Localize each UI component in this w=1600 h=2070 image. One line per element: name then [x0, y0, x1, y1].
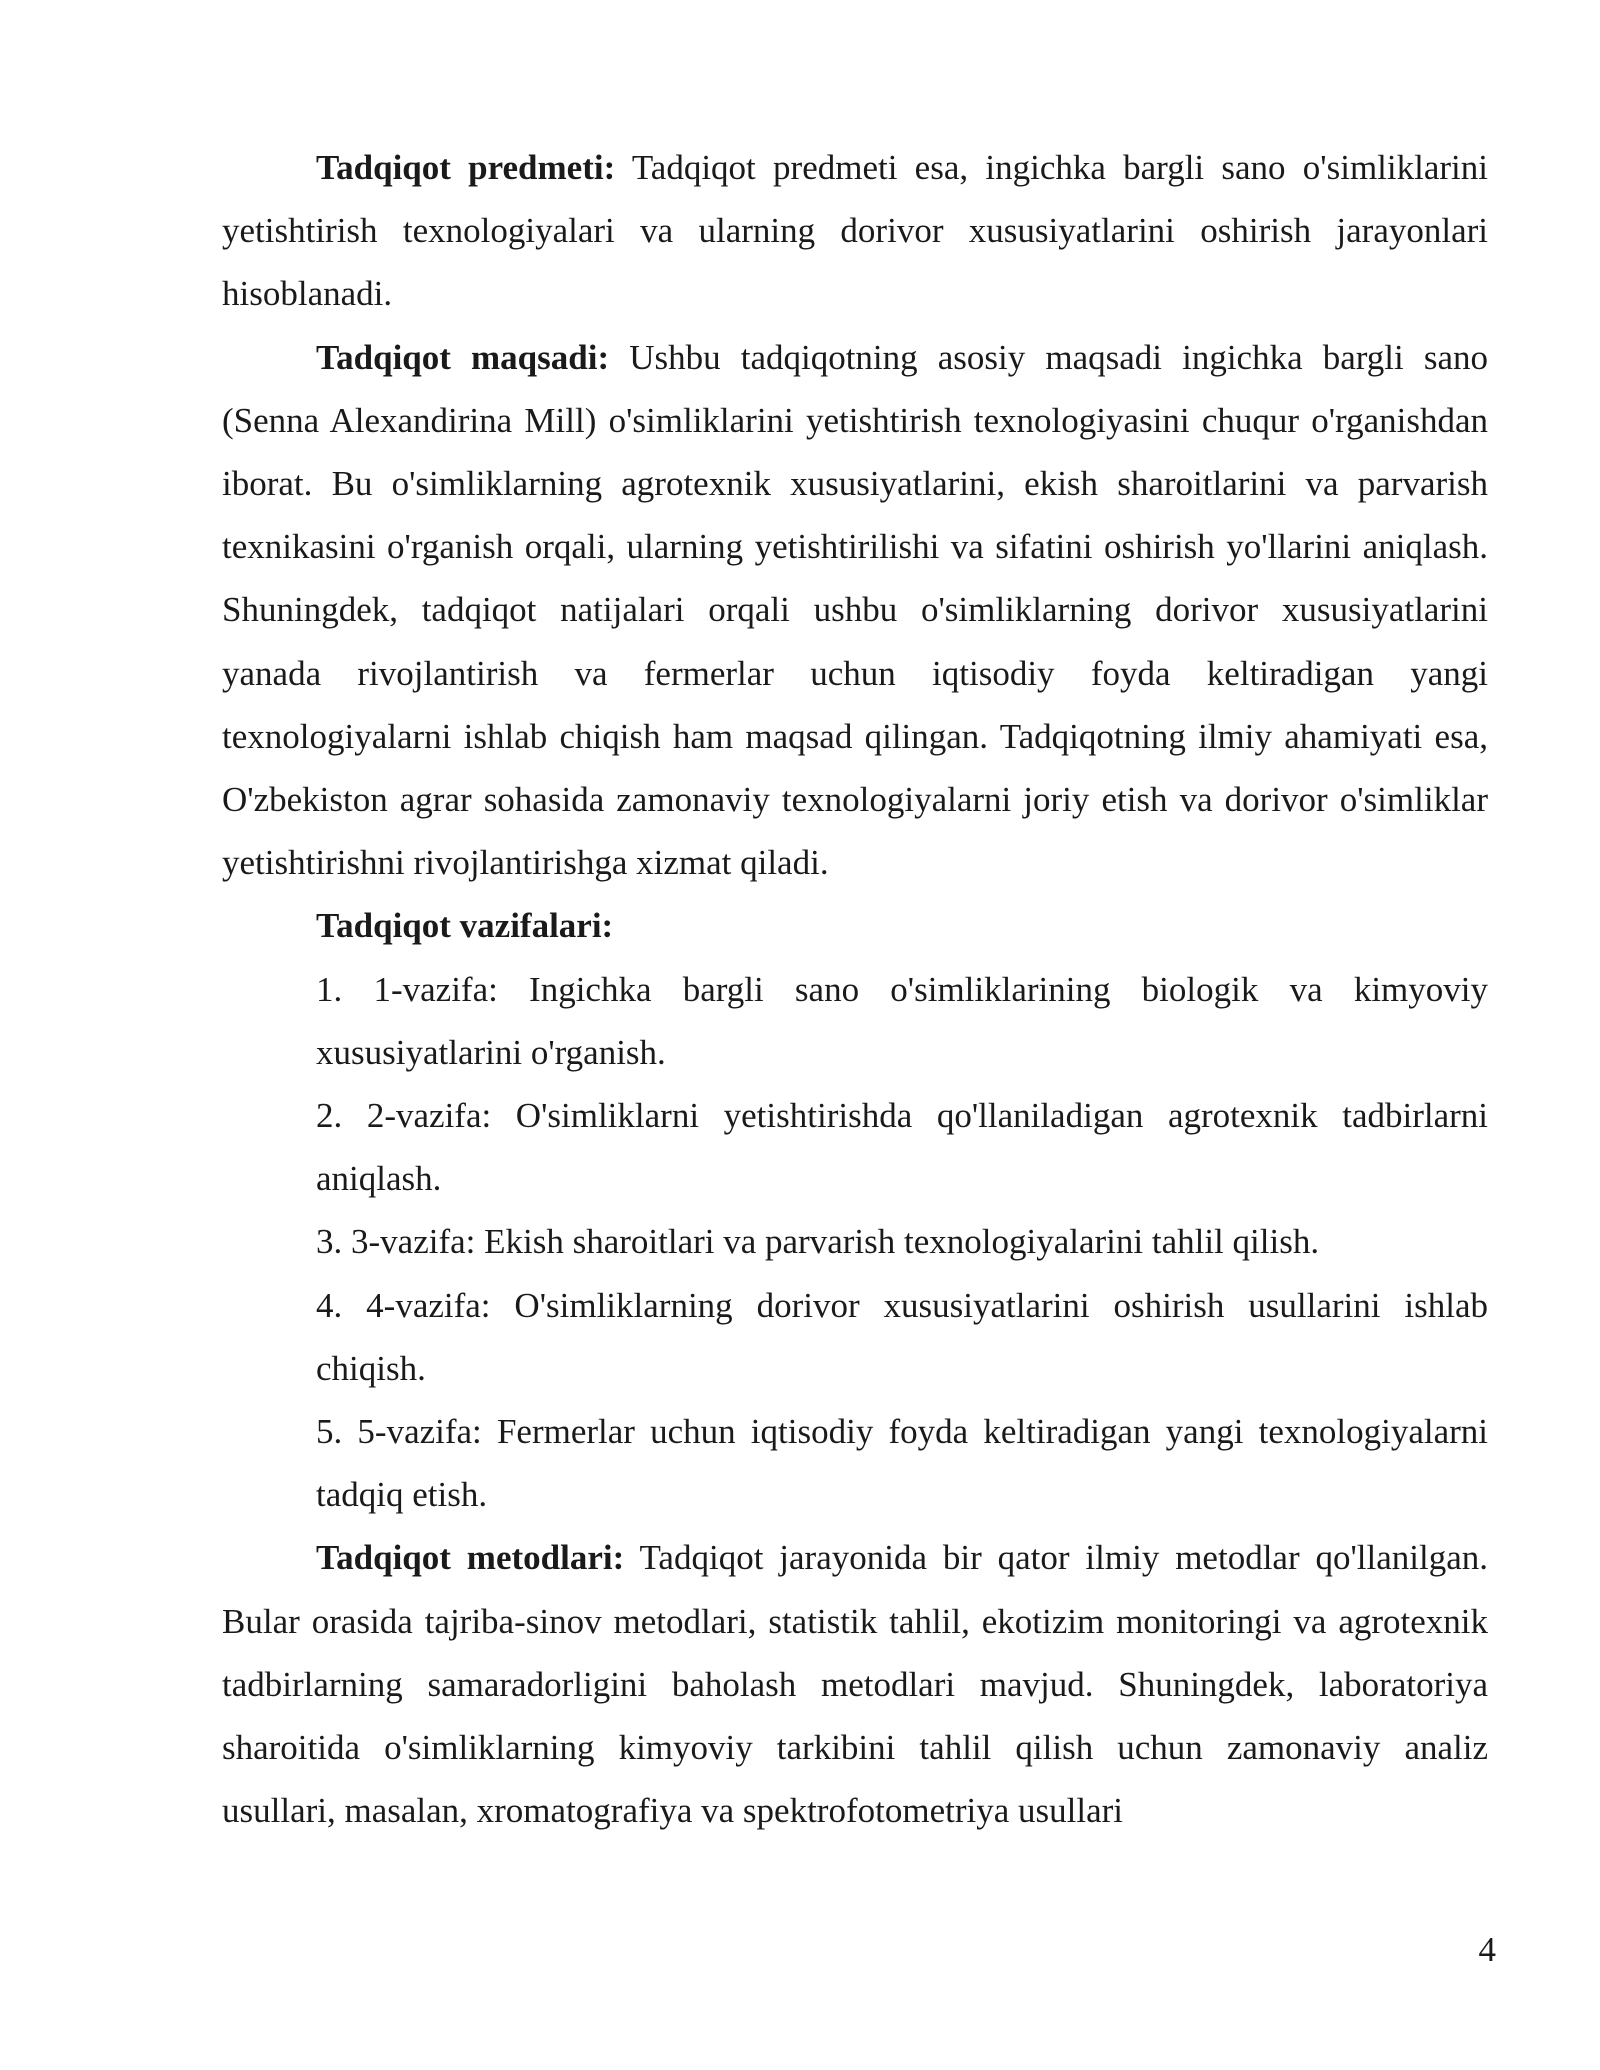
section-predmeti-label: Tadqiqot predmeti: [316, 148, 616, 187]
page-number: 4 [1478, 1930, 1496, 1969]
task-item-4: 4. 4-vazifa: O'simliklarning dorivor xususiyatlarini oshirish usullarini ishlab chiqish. [316, 1285, 1488, 1388]
task-item-1: 1. 1-vazifa: Ingichka bargli sano o'simliklarining biologik va kimyoviy xususiyatlarini o'rganish. [316, 969, 1488, 1072]
section-vazifalari-label: Tadqiqot vazifalari: [316, 906, 614, 946]
section-metodlari [222, 1526, 1488, 1842]
section-predmeti [222, 136, 1488, 326]
section-predmeti-text: Tadqiqot predmeti esa, ingichka bargli sano o'simliklarini yetishtirish texnologiyalari va ularning dorivor xususiyatlarini oshirish jarayonlari hisoblanadi. [222, 148, 1488, 314]
task-item-2: 2. 2-vazifa: O'simliklarni yetishtirishda qo'llaniladigan agrotexnik tadbirlarni aniqlash. [316, 1096, 1488, 1199]
section-maqsadi-label: Tadqiqot maqsadi: [316, 337, 610, 377]
section-maqsadi-text: Ushbu tadqiqotning asosiy maqsadi ingichka bargli sano (Senna Alexandirina Mill) o'simliklarini yetishtirish texnologiyasini chuqur o'rganishdan iborat. Bu o'simliklarning agrotexnik xususiyatlarini, ekish sharoitlarini va parvarish texnikasini o'rganish orqali, ularning yetishtirilishi va sifatini oshirish yo'llarini aniqlash. Shuningdek, tadqiqot natijalari orqali ushbu o'simliklarning dorivor xususiyatlarini yanada rivojlantirish va fermerlar uchun iqtisodiy foyda keltiradigan yangi texnologiyalarni ishlab chiqish ham maqsad qilingan. Tadqiqotning ilmiy ahamiyati esa, O'zbekiston agrar sohasida zamonaviy texnologiyalarni joriy etish va dorivor o'simliklar yetishtirishni rivojlantirishga xizmat qiladi. [222, 337, 1488, 883]
section-metodlari-label: Tadqiqot metodlari: [316, 1538, 625, 1578]
task-list [222, 958, 1488, 1527]
task-item-3: 3. 3-vazifa: Ekish sharoitlari va parvarish texnologiyalarini tahlil qilish. [316, 1222, 1320, 1262]
task-item-5: 5. 5-vazifa: Fermerlar uchun iqtisodiy foyda keltiradigan yangi texnologiyalarni tadqiq etish. [316, 1412, 1488, 1515]
page-body [222, 136, 1488, 1842]
section-maqsadi [222, 326, 1488, 895]
section-metodlari-text: Tadqiqot jarayonida bir qator ilmiy metodlar qo'llanilgan. Bular orasida tajriba-sinov metodlari, statistik tahlil, ekotizim monitoringi va agrotexnik tadbirlarning samaradorligini baholash metodlari mavjud. Shuningdek, laboratoriya sharoitida o'simliklarning kimyoviy tarkibini tahlil qilish uchun zamonaviy analiz usullari, masalan, xromatografiya va spektrofotometriya usullari [222, 1538, 1489, 1831]
